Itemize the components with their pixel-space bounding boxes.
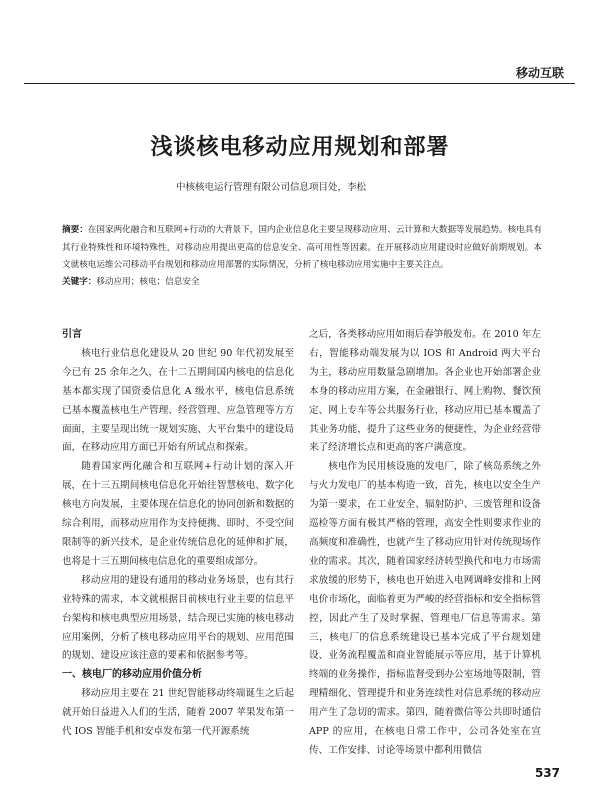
body-column-right xyxy=(309,326,541,761)
body-paragraph: 随着国家两化融合和互联网+行动计划的深入开展，在十三五期间核电信息化开始往智慧核电、数字化核电方向发展，主要体现在信息化的协同创新和数据的综合利用，而移动应用作为支持便携、即时、不受空间限制等的新兴技术，是企业传统信息化的延伸和扩展，也将是十三五期间核电信息化的重要组成部分。 xyxy=(62,461,294,567)
body-column-left xyxy=(62,326,294,742)
keywords-label: 关键字： xyxy=(62,277,97,287)
body-paragraph: 移动应用的建设有通用的移动业务场景，也有其行业特殊的需求，本文就根据目前核电行业主要的信息平台架构和核电典型应用场景，结合现已实施的核电移动应用案例，分析了核电移动应用平台的规划、应用范围的规划、建设应该注意的要素和依据参考等。 xyxy=(62,574,294,662)
keywords xyxy=(62,275,200,287)
author-line: 中核核电运行管理有限公司信息项目处，李松 xyxy=(176,182,367,193)
section-heading: 引言 xyxy=(62,329,82,340)
abstract-label: 摘要： xyxy=(62,225,88,235)
article-title: 浅谈核电移动应用规划和部署 xyxy=(150,135,450,160)
section-heading: 一、核电厂的移动应用价值分析 xyxy=(62,669,202,681)
body-paragraph: 核电行业信息化建设从 20 世纪 90 年代初发展至今已有 25 余年之久，在十二五期间国内核电的信息化基本都实现了国资委信息化 A 级水平，核电信息系统已基本覆盖核电生产管理、经营管理、应急管理等方方面面，主要呈现出统一规划实施、大平台集中的建设局面，在移动应用方面已开始有所试点和探索。 xyxy=(62,347,294,454)
abstract xyxy=(62,222,542,275)
body-paragraph: 移动应用主要在 21 世纪智能移动终端诞生之后起就开始日益进入人们的生活，随着 2007 苹果发布第一代 IOS 智能手机和安卓发布第一代开源系统 xyxy=(62,688,294,738)
keywords-text: 移动应用；核电；信息安全 xyxy=(96,277,200,287)
section-tag: 移动互联 xyxy=(515,66,564,80)
page-number: 537 xyxy=(534,766,560,780)
header-rule xyxy=(24,83,575,84)
body-paragraph: 核电作为民用核设施的发电厂，除了核岛系统之外与火力发电厂的基本构造一致，首先，核电以安全生产为第一要求，在工业安全、辐射防护、三废管理和设备巡检等方面有极其严格的管理，高安全性则要求作业的高频度和准确性，也就产生了移动应用针对传统现场作业的需求。其次，随着国家经济转型换代和电力市场需求放缓的形势下，核电也开始进入电网调峰安排和上网电价市场化，面临着更为严峻的经营指标和安全指标管控，因此产生了及时掌握、管理电厂信息等需求。第三，核电厂的信息系统建设已基本完成了平台规划建设、业务流程覆盖和商业智能展示等应用，基于计算机终端的业务操作，指标监督受到办公室场地等限制，管理精细化、管理提升和业务连续性对信息系统的移动应用产生了急切的需求。第四，随着微信等公共即时通信 APP 的应用，在核电日常工作中，公司各处室在宣传、工作安排、讨论等场景中都利用微信 xyxy=(309,461,541,756)
body-paragraph-continued: 之后，各类移动应用如雨后春笋般发布。在 2010 年左右，智能移动端发展为以 IOS 和 Android 两大平台为主，移动应用数量急剧增加。各企业也开始部署企业本身的移动应用方案，在金融银行、网上购物、餐饮预定、网上专车等公共服务行业，移动应用已基本覆盖了其业务功能，提升了这些业务的便捷性，为企业经营带来了经济增长点和更高的客户满意度。 xyxy=(309,329,541,454)
abstract-text: 在国家两化融合和互联网+行动的大背景下，国内企业信息化主要呈现移动应用、云计算和大数据等发展趋势。核电具有其行业特殊性和环境特殊性，对移动应用提出更高的信息安全、高可用性等因素。在开展移动应用建设时应做好前期规划。本文就核电运维公司移动平台规划和移动应用部署的实际情况，分析了核电移动应用实施中主要关注点。 xyxy=(62,225,542,270)
